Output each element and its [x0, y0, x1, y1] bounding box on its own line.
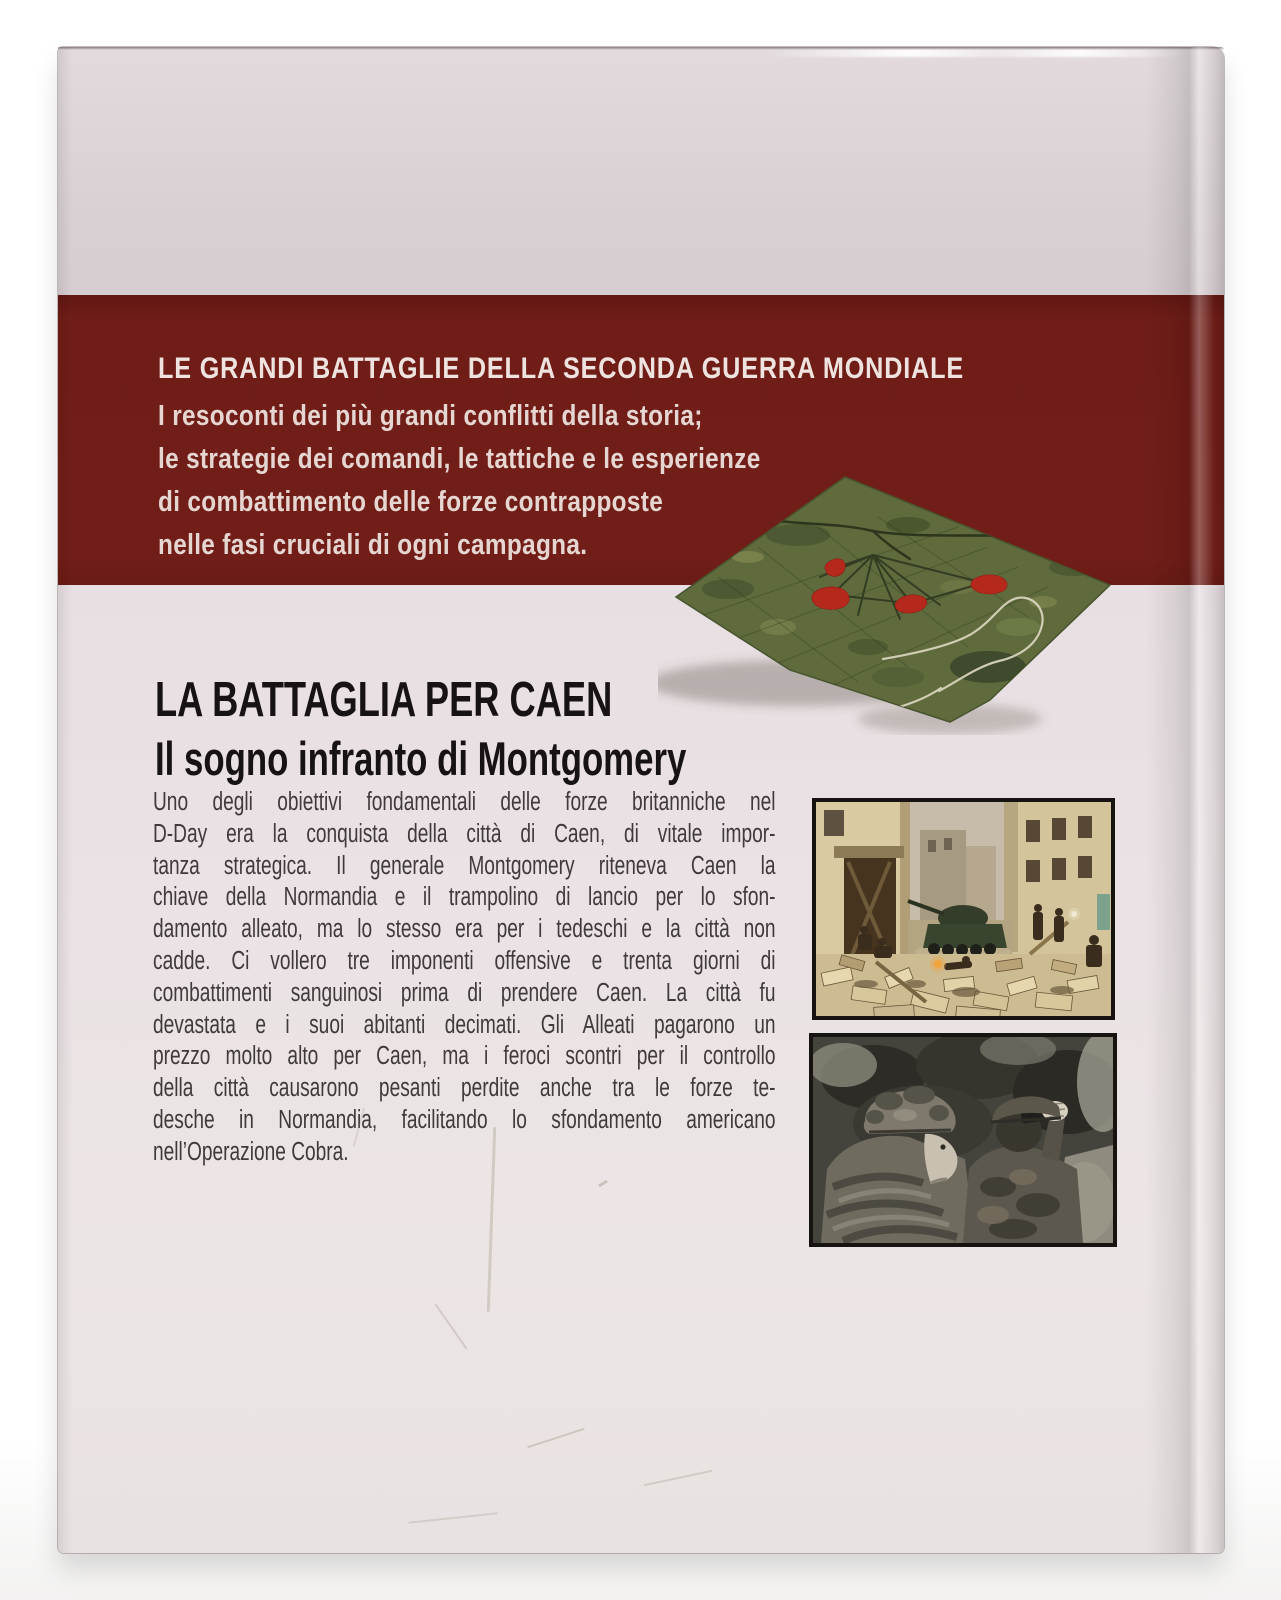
synopsis-paragraph [153, 787, 776, 1169]
map-illustration [658, 467, 1128, 735]
synopsis-line: tanza strategica. Il generale Montgomery riteneva Caen la [153, 851, 776, 880]
synopsis-line: prezzo molto alto per Caen, ma i feroci scontri per il controllo [153, 1042, 776, 1071]
synopsis-line: damento alleato, ma lo stesso era per i tedeschi e la città non [153, 915, 776, 944]
synopsis-line: cadde. Ci vollero tre imponenti offensive e trenta giorni di [153, 946, 776, 975]
series-title: LE GRANDI BATTAGLIE DELLA SECONDA GUERRA MONDIALE [158, 352, 965, 385]
gloss-highlight [758, 49, 1188, 57]
normandy-aerial-map-3d [658, 467, 1128, 735]
synopsis-line: Uno degli obiettivi fondamentali delle forze britanniche nel [153, 788, 776, 816]
synopsis-line: desche in Normandia, facilitando lo sfondamento americano [153, 1105, 776, 1134]
german-soldiers-binoculars-photo [809, 1033, 1117, 1247]
photo-art [813, 1037, 1113, 1243]
book-subtitle: Il sogno infranto di Montgomery [155, 732, 687, 785]
book-back-cover [58, 47, 1224, 1553]
synopsis-line: della città causarono pesanti perdite anche tra le forze te- [153, 1074, 776, 1103]
painting-art [816, 802, 1111, 1016]
synopsis-line: combattimenti sanguinosi prima di prendere Caen. La città fu [153, 978, 776, 1007]
series-tagline-line: di combattimento delle forze contrapposte [158, 486, 664, 518]
series-tagline-line: le strategie dei comandi, le tattiche e le esperienze [158, 443, 761, 475]
synopsis-line: D-Day era la conquista della città di Caen, di vitale impor- [153, 819, 776, 848]
synopsis-line: chiave della Normandia e il trampolino di lancio per lo sfon- [153, 883, 776, 912]
series-tagline-line: nelle fasi cruciali di ogni campagna. [158, 529, 588, 561]
caen-street-battle-painting [812, 798, 1115, 1020]
title-block [155, 671, 686, 788]
series-tagline-line: I resoconti dei più grandi conflitti della storia; [158, 400, 703, 432]
synopsis-line: nell’Operazione Cobra. [153, 1137, 349, 1166]
synopsis-line: devastata e i suoi abitanti decimati. Gli Alleati pagarono un [153, 1010, 776, 1039]
book-title: LA BATTAGLIA PER CAEN [155, 673, 613, 727]
cover-top-panel [58, 47, 1224, 295]
